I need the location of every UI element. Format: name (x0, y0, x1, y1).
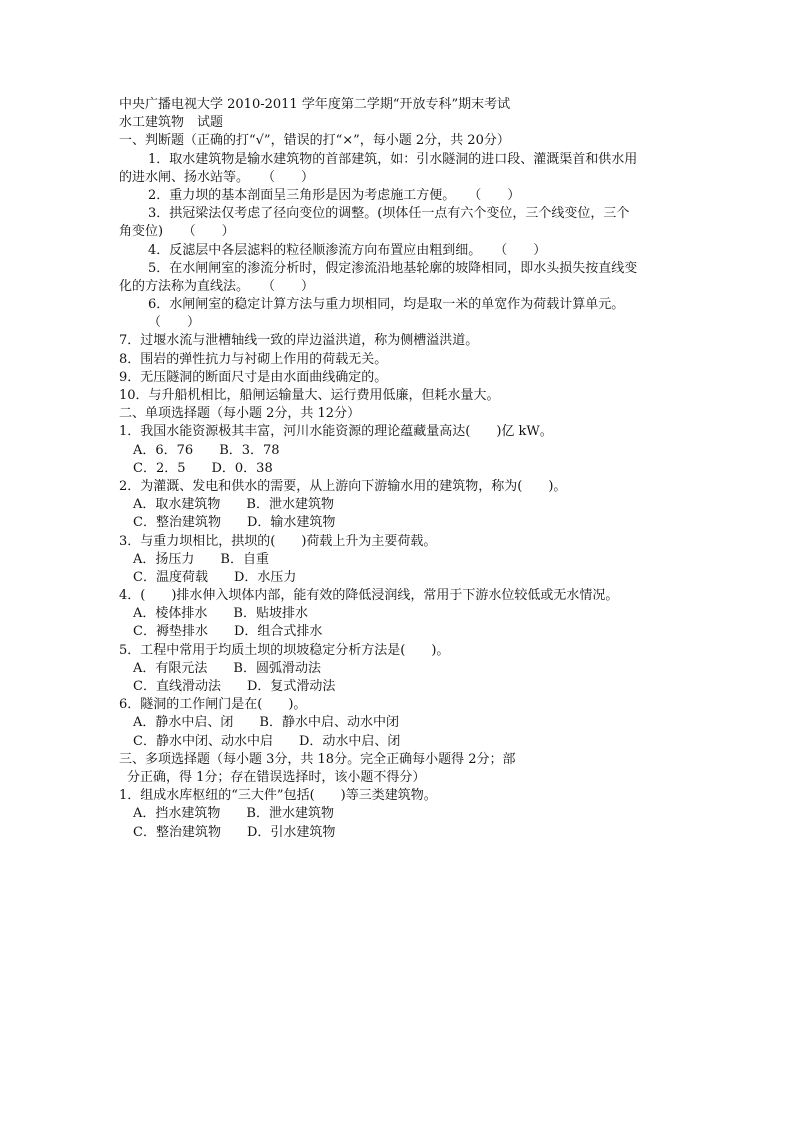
sc-question-5: 5．工程中常用于均质土坝的坝坡稳定分析方法是( )。 (119, 642, 450, 658)
tf-question-2: 2．重力坝的基本剖面呈三角形是因为考虑施工方便。 （ ） (148, 187, 521, 203)
tf-question-1-line-2: 的进水闸、扬水站等。 （ ） (119, 169, 315, 185)
tf-question-8: 8．围岩的弹性抗力与衬砌上作用的荷载无关。 (119, 351, 388, 367)
tf-question-7: 7．过堰水流与泄槽轴线一致的岸边溢洪道，称为侧槽溢洪道。 (119, 333, 479, 349)
sc-question-4: 4．( )排水伸入坝体内部，能有效的降低浸润线，常用于下游水位较低或无水情况。 (119, 588, 619, 604)
tf-question-3-line-1: 3．拱冠梁法仅考虑了径向变位的调整。(坝体任一点有六个变位，三个线变位，三个 (148, 206, 630, 222)
exam-subject: 水工建筑物 试题 (119, 115, 224, 131)
sc-question-2-options-ab: A．取水建筑物 B．泄水建筑物 (133, 497, 334, 513)
mc-question-1-options-cd: C．整治建筑物 D．引水建筑物 (133, 824, 336, 840)
exam-content (119, 96, 679, 842)
section-3-heading-line-1: 三、多项选择题（每小题 3分，共 18分。完全正确每小题得 2分；部 (119, 751, 516, 767)
sc-question-6-options-cd: C．静水中闭、动水中启 D．动水中启、闭 (133, 733, 401, 749)
tf-question-9: 9．无压隧洞的断面尺寸是由水面曲线确定的。 (119, 369, 388, 385)
tf-question-5-line-1: 5．在水闸闸室的渗流分析时，假定渗流沿地基轮廓的坡降相同，即水头损失按直线变 (148, 260, 638, 276)
tf-question-3-line-2: 角变位) （ ） (119, 224, 235, 240)
tf-question-4: 4．反滤层中各层滤料的粒径顺渗流方向布置应由粗到细。 （ ） (148, 242, 547, 258)
sc-question-3-options-ab: A．扬压力 B．自重 (133, 551, 269, 567)
sc-question-2-options-cd: C．整治建筑物 D．输水建筑物 (133, 515, 336, 531)
sc-question-6: 6．隧洞的工作闸门是在( )。 (119, 697, 307, 713)
sc-question-6-options-ab: A．静水中启、闭 B．静水中启、动水中闭 (133, 715, 399, 731)
tf-question-1-line-1: 1．取水建筑物是输水建筑物的首部建筑，如：引水隧洞的进口段、灌溉渠首和供水用 (148, 151, 638, 167)
sc-question-1: 1．我国水能资源极其丰富，河川水能资源的理论蕴藏量高达( )亿 kW。 (119, 424, 553, 440)
sc-question-2: 2．为灌溉、发电和供水的需要，从上游向下游输水用的建筑物，称为( )。 (119, 478, 567, 494)
mc-question-1-options-ab: A．挡水建筑物 B．泄水建筑物 (133, 806, 334, 822)
sc-question-5-options-ab: A．有限元法 B．圆弧滑动法 (133, 660, 321, 676)
sc-question-4-options-ab: A．棱体排水 B．贴坡排水 (133, 606, 308, 622)
sc-question-4-options-cd: C．褥垫排水 D．组合式排水 (133, 624, 323, 640)
tf-question-6-line-1: 6．水闸闸室的稳定计算方法与重力坝相同，均是取一米的单宽作为荷载计算单元。 (148, 297, 625, 313)
section-2-heading: 二、单项选择题（每小题 2分，共 12分） (119, 406, 361, 422)
tf-question-5-line-2: 化的方法称为直线法。 （ ） (119, 278, 315, 294)
sc-question-1-options-ab: A．6．76 B．3．78 (133, 442, 280, 458)
exam-title: 中央广播电视大学 2010-2011 学年度第二学期“开放专科”期末考试 (119, 97, 511, 112)
sc-question-1-options-cd: C．2．5 D．0．38 (133, 460, 273, 476)
tf-question-6-line-2: （ ） (148, 315, 201, 331)
sc-question-3: 3．与重力坝相比，拱坝的( )荷载上升为主要荷载。 (119, 533, 437, 549)
tf-question-10: 10．与升船机相比，船闸运输量大、运行费用低廉，但耗水量大。 (119, 388, 500, 403)
mc-question-1: 1．组成水库枢纽的“三大件”包括( )等三类建筑物。 (119, 788, 437, 804)
sc-question-5-options-cd: C．直线滑动法 D．复式滑动法 (133, 679, 336, 694)
section-3-heading-line-2: 分正确，得 1分；存在错误选择时，该小题不得分） (127, 769, 426, 785)
sc-question-3-options-cd: C．温度荷载 D．水压力 (133, 569, 297, 585)
section-1-heading: 一、判断题（正确的打“√”，错误的打“×”，每小题 2分，共 20分） (119, 133, 510, 149)
